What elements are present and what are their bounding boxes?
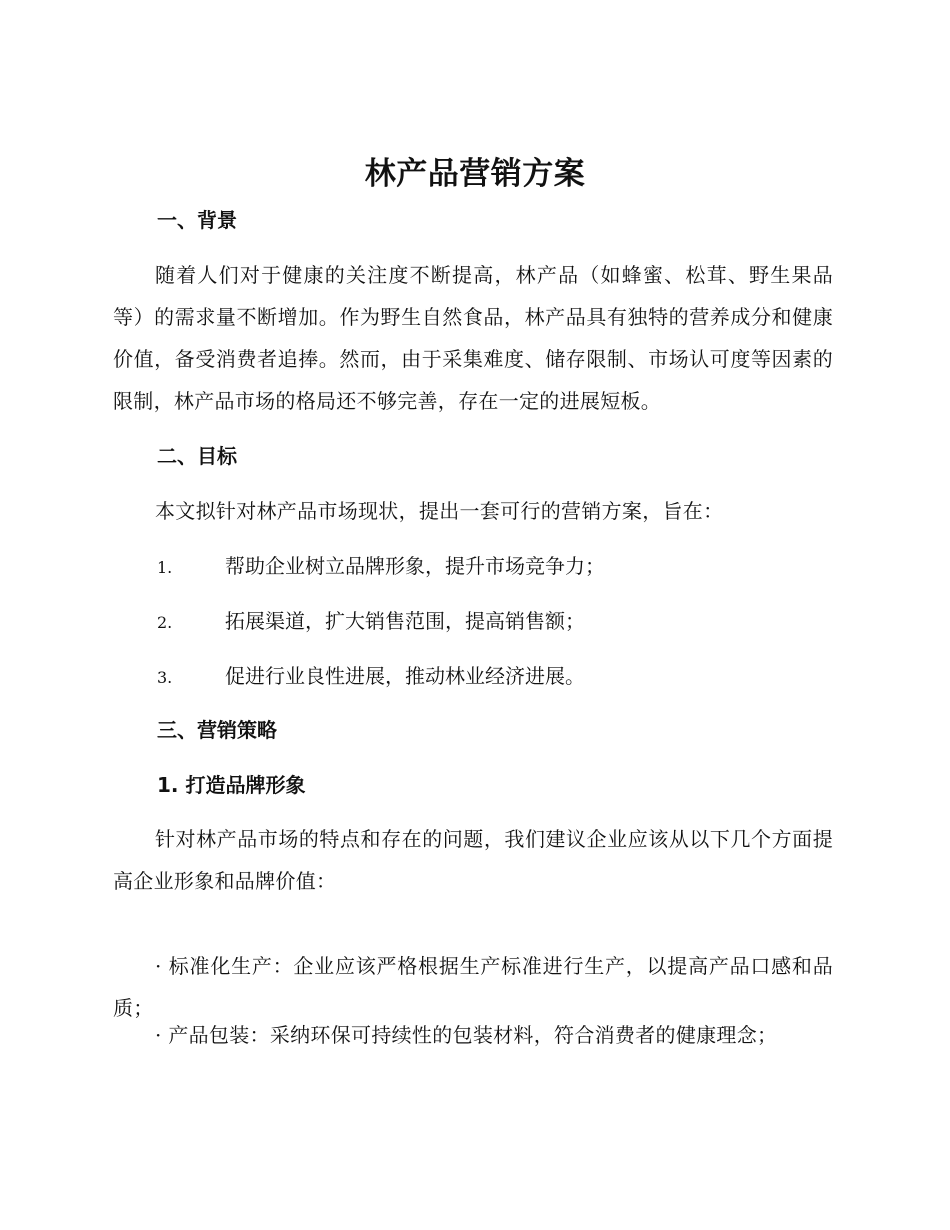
goal-intro-paragraph: 本文拟针对林产品市场现状，提出一套可行的营销方案，旨在：	[155, 499, 724, 523]
brand-bullet-packaging: · 产品包装：采纳环保可持续性的包装材料，符合消费者的健康理念；	[155, 1023, 778, 1047]
list-text: 拓展渠道，扩大销售范围，提高销售额；	[225, 609, 585, 633]
list-number: 2.	[157, 613, 173, 632]
list-number: 3.	[157, 668, 173, 687]
document-title: 林产品营销方案	[364, 156, 586, 192]
goal-list-item	[157, 662, 857, 692]
brand-paragraph: 针对林产品市场的特点和存在的问题，我们建议企业应该从以下几个方面提高企业形象和品牌价值：	[113, 827, 833, 893]
list-number: 1.	[157, 558, 173, 577]
section-heading-background: 一、背景	[157, 208, 237, 232]
list-text: 帮助企业树立品牌形象，提升市场竞争力；	[225, 554, 605, 578]
background-paragraph: 随着人们对于健康的关注度不断提高，林产品（如蜂蜜、松茸、野生果品等）的需求量不断增加。作为野生自然食品，林产品具有独特的营养成分和健康价值，备受消费者追捧。然而，由于采集难度、储存限制、市场认可度等因素的限制，林产品市场的格局还不够完善，存在一定的进展短板。	[113, 263, 833, 413]
section-heading-strategy: 三、营销策略	[157, 718, 277, 742]
subsection-heading-brand: 1. 打造品牌形象	[157, 773, 306, 797]
brand-bullet-standardization: · 标准化生产：企业应该严格根据生产标准进行生产，以提高产品口感和品质；	[113, 954, 833, 1020]
goal-list-item	[157, 607, 857, 637]
section-heading-goal: 二、目标	[157, 444, 237, 468]
goal-list-item	[157, 552, 857, 582]
list-text: 促进行业良性进展，推动林业经济进展。	[225, 664, 585, 688]
